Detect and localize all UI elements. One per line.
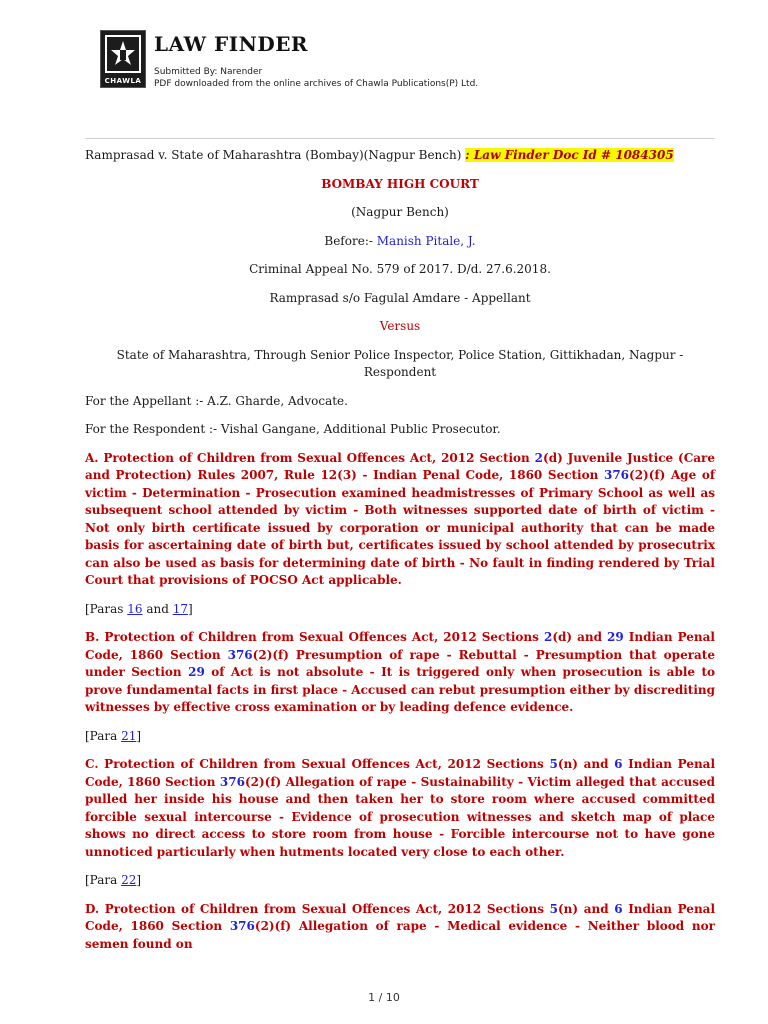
section-link[interactable]: 5 <box>549 757 558 771</box>
summary-b-text: (2)(f) Presumption of rape - Rebuttal - Presumption that operate under Section <box>85 647 715 679</box>
summary-d-text: Indian Penal Code, 1860 Section <box>85 901 715 933</box>
bench-name: (Nagpur Bench) <box>351 205 449 219</box>
respondent-counsel: For the Respondent :- Vishal Gangane, Additional Public Prosecutor. <box>85 422 501 436</box>
paras-close: ] <box>136 728 142 743</box>
summary-a-text: A. Protection of Children from Sexual Offences Act, 2012 Section <box>85 450 535 465</box>
header-divider <box>85 138 715 139</box>
summary-c-text: (n) and <box>557 757 615 771</box>
summary-a-text: (d) Juvenile Justice (Care and Protection) Rules 2007, Rule 12(3) - Indian Penal Code, 1860 Section <box>85 450 715 482</box>
court-name: BOMBAY HIGH COURT <box>321 176 479 191</box>
paras-label: [Paras <box>85 601 128 616</box>
section-link[interactable]: 6 <box>614 901 623 916</box>
summary-a-text: (2)(f) Age of victim - Determination - Prosecution examined headmistresses of Primary School as well as subsequent school attended by victim - Both witnesses supported date of birth of victim - Not only birth certificate issued by corporation or municipal authority that can be made basis for ascertaining date of birth but, certificates issued by school attended by prosecutrix can also be used as basis for determining date of birth - No fault in finding rendered by Trial Court that provisions of POCSO Act applicable. <box>85 468 715 587</box>
para-link[interactable]: 17 <box>172 601 188 616</box>
summary-b-text: (d) and <box>552 630 608 644</box>
star-icon <box>107 37 139 71</box>
section-link[interactable]: 376 <box>603 468 630 482</box>
para-link[interactable]: 22 <box>121 873 137 887</box>
paras-close: ] <box>188 601 193 616</box>
paras-close: ] <box>136 873 142 887</box>
appellant-counsel: For the Appellant :- A.Z. Gharde, Advocate. <box>85 393 348 408</box>
case-title-line <box>85 147 715 165</box>
summary-c <box>85 756 715 861</box>
paras-label: [Para <box>85 873 122 887</box>
summary-c-text: C. Protection of Children from Sexual Offences Act, 2012 Sections <box>85 757 550 771</box>
versus-label: Versus <box>379 319 421 333</box>
section-link[interactable]: 376 <box>229 919 255 933</box>
paras-a <box>85 601 715 619</box>
section-link[interactable]: 29 <box>188 665 205 679</box>
para-link[interactable]: 16 <box>127 601 143 616</box>
brand-title: LAW FINDER <box>154 32 309 56</box>
summary-b-text: B. Protection of Children from Sexual Offences Act, 2012 Sections <box>85 630 544 644</box>
summary-b-text: Indian Penal Code, 1860 Section <box>85 630 715 662</box>
submitted-by: Submitted By: Narender <box>154 67 263 77</box>
para-link[interactable]: 21 <box>121 728 137 743</box>
summary-b <box>85 629 715 717</box>
paras-c <box>85 872 715 890</box>
case-title: Ramprasad v. State of Maharashtra (Bombay)(Nagpur Bench) <box>85 148 462 162</box>
section-link[interactable]: 2 <box>543 630 553 644</box>
document-body <box>85 147 715 964</box>
summary-c-text: Indian Penal Code, 1860 Section <box>85 757 716 789</box>
before-label: Before:- <box>324 233 373 248</box>
summary-b-text: of Act is not absolute - It is triggered only when prosecution is able to prove fundamental facts in first place - Accused can rebut presumption either by discrediting witnesses by effective cross examination or by leading defence evidence. <box>85 665 715 714</box>
appeal-number: Criminal Appeal No. 579 of 2017. D/d. 27.6.2018. <box>249 262 551 276</box>
chawla-logo <box>100 30 146 88</box>
logo-emblem <box>105 35 141 73</box>
source-note: PDF downloaded from the online archives of Chawla Publications(P) Ltd. <box>154 79 479 89</box>
summary-d <box>85 901 715 954</box>
summary-c-text: (2)(f) Allegation of rape - Sustainability - Victim alleged that accused pulled her inside his house and then taken her to store room where accused committed forcible sexual intercourse - Evidence of prosecution witnesses and sketch map of place shows no direct access to store room from house - Forcible intercourse not to have gone unnoticed particularly when hutments located very close to each other. <box>85 774 715 859</box>
paras-label: [Para <box>85 728 122 743</box>
summary-a <box>85 450 715 590</box>
before-line <box>85 233 715 251</box>
page-indicator: 1 / 10 <box>368 991 400 1004</box>
logo-caption: CHAWLA <box>104 77 142 85</box>
paras-and: and <box>142 601 173 616</box>
respondent-line: State of Maharashtra, Through Senior Police Inspector, Police Station, Gittikhadan, Nagpur - Respondent <box>116 347 684 379</box>
doc-id-highlight: : Law Finder Doc Id # 1084305 <box>465 148 674 162</box>
paras-b <box>85 728 715 746</box>
appellant-line: Ramprasad s/o Fagulal Amdare - Appellant <box>269 290 531 305</box>
summary-d-text: (n) and <box>558 901 615 916</box>
section-link[interactable]: 29 <box>607 630 624 644</box>
section-link[interactable]: 2 <box>534 450 544 465</box>
document-header <box>100 30 720 110</box>
section-link[interactable]: 5 <box>549 901 558 916</box>
summary-d-text: (2)(f) Allegation of rape - Medical evidence - Neither blood nor semen found on <box>85 919 715 951</box>
section-link[interactable]: 376 <box>227 647 253 662</box>
summary-d-text: D. Protection of Children from Sexual Offences Act, 2012 Sections <box>85 901 550 916</box>
judge-name: Manish Pitale, J. <box>376 233 476 248</box>
section-link[interactable]: 376 <box>219 774 245 789</box>
section-link[interactable]: 6 <box>614 757 623 771</box>
